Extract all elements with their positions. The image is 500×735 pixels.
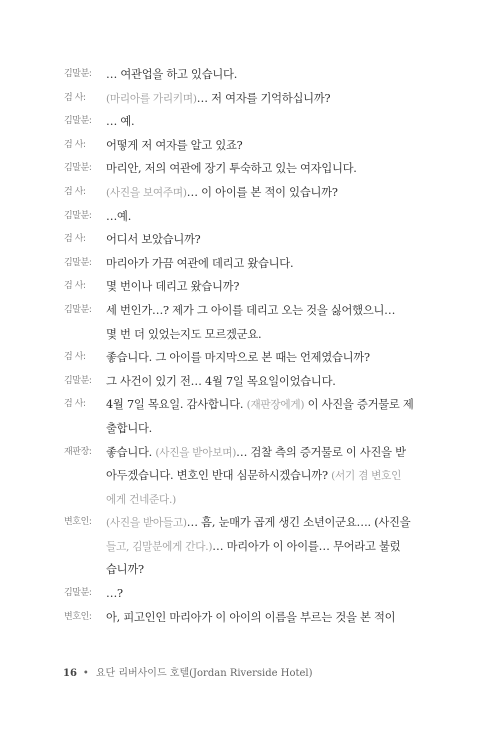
speech-pre: 아두겠습니다. 변호인 반대 심문하시겠습니까? (106, 469, 332, 483)
speech-post: … 마리아가 이 아이를… 무어라고 불렀 (212, 539, 401, 553)
dialogue-line (64, 157, 444, 181)
dialogue-line (64, 87, 444, 111)
speech-post: … 저 여자를 기억하십니까? (196, 91, 331, 105)
speech-text (106, 299, 395, 324)
stage-direction: 들고, 김말분에게 간다.) (106, 540, 213, 553)
speech-text (106, 252, 293, 277)
speech-text (106, 205, 131, 230)
speech-pre: 습니까? (106, 563, 144, 577)
stage-direction: (마리아를 가리키며) (106, 92, 197, 105)
speech-pre: …예. (106, 209, 132, 223)
page-footer (63, 664, 313, 679)
dialogue-line (64, 205, 444, 229)
stage-direction: (서기 겸 변호인 (331, 470, 402, 483)
stage-direction: (재판장에게) (246, 399, 305, 412)
speech-text (106, 582, 123, 607)
speaker-label: 변호인: (64, 611, 92, 622)
dialogue-line (64, 228, 444, 252)
speech-post: … 흠, 눈매가 곱게 생긴 소년이군요…. (사진을 (186, 516, 411, 530)
speech-text (106, 417, 152, 442)
speech-text (106, 228, 200, 253)
speech-text (106, 606, 395, 631)
speaker-label: 검 사: (64, 352, 86, 363)
speech-text (106, 323, 261, 348)
dialogue-line (64, 441, 444, 465)
speaker-label: 검 사: (64, 139, 86, 150)
dialogue-line (64, 346, 444, 370)
speaker-label: 김말분: (64, 69, 92, 79)
speech-text (106, 393, 414, 418)
footer-separator: • (82, 668, 89, 679)
dialogue-line (64, 252, 444, 276)
speech-text (106, 441, 406, 466)
speech-pre: … 예. (106, 115, 135, 129)
dialogue-line (64, 181, 444, 205)
speaker-label: 검 사: (64, 92, 86, 103)
speech-text (106, 110, 134, 135)
dialogue-line (64, 606, 444, 630)
speech-text (106, 488, 176, 513)
speech-text (106, 464, 401, 489)
dialogue-line (64, 63, 444, 87)
speech-text (106, 535, 400, 560)
dialogue-line (64, 370, 444, 394)
speech-pre: 세 번인가…? 제가 그 아이를 데리고 오는 것을 싫어했으니… (106, 303, 396, 317)
speech-text (106, 157, 357, 182)
speech-pre: 어떻게 저 여자를 알고 있죠? (106, 138, 243, 152)
speech-text (106, 370, 336, 395)
dialogue-line (64, 110, 444, 134)
speaker-label: 김말분: (64, 257, 92, 268)
speech-pre: 어디서 보았습니까? (106, 233, 201, 247)
page-number: 16 (63, 668, 77, 679)
speaker-label: 검 사: (64, 186, 86, 197)
speech-post: 이 사진을 증거물로 제 (304, 398, 414, 412)
speech-text (106, 181, 338, 206)
speech-text (106, 275, 239, 300)
speech-pre: 마리안, 저의 여관에 장기 투숙하고 있는 여자입니다. (106, 162, 357, 176)
speech-pre: 아, 피고인인 마리아가 이 아이의 이름을 부르는 것을 본 적이 (106, 610, 396, 624)
dialogue-line (64, 582, 444, 606)
speech-text (106, 511, 410, 536)
speech-pre: 좋습니다. 그 아이를 마지막으로 본 때는 언제였습니까? (106, 351, 370, 365)
stage-direction: (사진을 받아보며) (155, 446, 237, 459)
speaker-label: 검 사: (64, 281, 86, 292)
speaker-label: 김말분: (64, 588, 92, 599)
speaker-label: 검 사: (64, 399, 86, 410)
speech-text (106, 346, 370, 371)
speaker-label: 변호인: (64, 517, 92, 528)
speaker-label: 김말분: (64, 116, 92, 127)
speech-text (106, 558, 144, 583)
speech-pre: 몇 번 더 있었는지도 모르겠군요. (106, 327, 262, 341)
speech-pre: 출합니다. (106, 421, 152, 435)
speech-text (106, 63, 237, 88)
speech-text (106, 87, 330, 112)
dialogue-line (64, 488, 444, 512)
stage-direction: (사진을 보여주며) (106, 186, 187, 199)
dialogue-script (64, 63, 444, 629)
speech-pre: 마리아가 가끔 여관에 데리고 왔습니다. (106, 256, 294, 270)
dialogue-line (64, 323, 444, 347)
dialogue-line (64, 558, 444, 582)
speech-pre: … 여관업을 하고 있습니다. (106, 68, 238, 81)
dialogue-line (64, 393, 444, 417)
dialogue-line (64, 275, 444, 299)
speech-pre: 좋습니다. (106, 445, 156, 459)
speech-text (106, 134, 242, 159)
speech-pre: 그 사건이 있기 전… 4월 7일 목요일이었습니다. (106, 374, 336, 388)
book-title: 요단 리버사이드 호텔(Jordan Riverside Hotel) (95, 668, 313, 679)
dialogue-line (64, 464, 444, 488)
speech-pre: 4월 7일 목요일. 감사합니다. (106, 398, 247, 412)
stage-direction: (사진을 받아들고) (106, 517, 187, 530)
speaker-label: 재판장: (64, 446, 92, 457)
dialogue-line (64, 299, 444, 323)
dialogue-line (64, 134, 444, 158)
stage-direction: 에게 건네준다.) (106, 493, 177, 506)
speech-pre: …? (106, 587, 123, 601)
speech-post: … 검찰 측의 증거물로 이 사진을 받 (236, 445, 406, 459)
speaker-label: 검 사: (64, 234, 86, 245)
speaker-label: 김말분: (64, 304, 92, 315)
dialogue-line (64, 511, 444, 535)
speech-pre: 몇 번이나 데리고 왔습니까? (106, 280, 240, 294)
speaker-label: 김말분: (64, 163, 92, 174)
speaker-label: 김말분: (64, 210, 92, 221)
speech-post: … 이 아이를 본 적이 있습니까? (186, 185, 338, 199)
dialogue-line (64, 535, 444, 559)
speaker-label: 김말분: (64, 375, 92, 386)
dialogue-line (64, 417, 444, 441)
